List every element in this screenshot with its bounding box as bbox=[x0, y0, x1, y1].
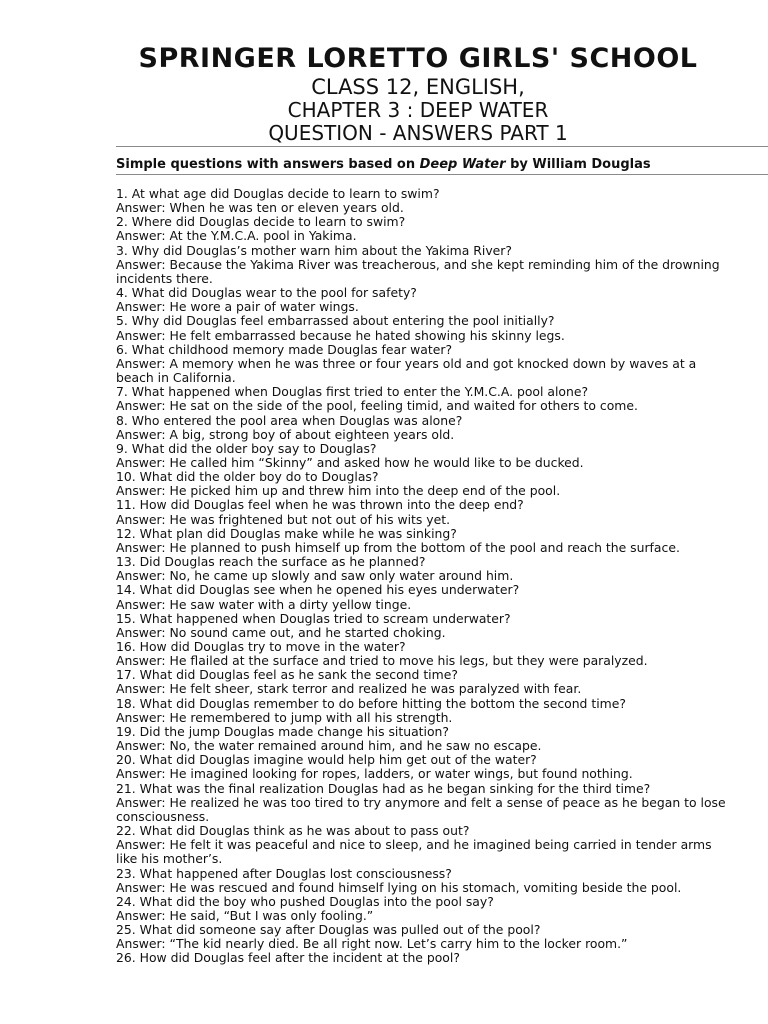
answer: Answer: At the Y.M.C.A. pool in Yakima. bbox=[116, 228, 357, 244]
answer: Answer: A big, strong boy of about eighteen years old. bbox=[116, 426, 455, 442]
question: 13. Did Douglas reach the surface as he planned? bbox=[116, 554, 426, 570]
answer: Answer: He remembered to jump with all his strength. bbox=[116, 709, 453, 725]
answer: Answer: A memory when he was three or four years old and got knocked down by waves at a beach in California. bbox=[116, 355, 697, 386]
question: 26. How did Douglas feel after the incident at the pool? bbox=[116, 950, 460, 966]
question: 4. What did Douglas wear to the pool for safety? bbox=[116, 285, 417, 301]
answer: Answer: He sat on the side of the pool, feeling timid, and waited for others to come. bbox=[116, 398, 638, 414]
question: 21. What was the final realization Douglas had as he began sinking for the third time? bbox=[116, 780, 651, 796]
answer: Answer: He felt embarrassed because he hated showing his skinny legs. bbox=[116, 327, 565, 343]
question: 24. What did the boy who pushed Douglas into the pool say? bbox=[116, 893, 494, 909]
answer: Answer: No, the water remained around him, and he saw no escape. bbox=[116, 738, 542, 754]
question: 2. Where did Douglas decide to learn to swim? bbox=[116, 214, 406, 230]
question: 10. What did the older boy do to Douglas? bbox=[116, 469, 379, 485]
question: 5. Why did Douglas feel embarrassed about entering the pool initially? bbox=[116, 313, 555, 329]
answer: Answer: He was rescued and found himself lying on his stomach, vomiting beside the pool. bbox=[116, 879, 682, 895]
part-title: QUESTION - ANSWERS PART 1 bbox=[268, 121, 568, 145]
question: 18. What did Douglas remember to do before hitting the bottom the second time? bbox=[116, 695, 626, 711]
answer: Answer: No sound came out, and he started choking. bbox=[116, 624, 446, 640]
answer: Answer: When he was ten or eleven years old. bbox=[116, 200, 404, 216]
top-divider bbox=[116, 146, 768, 147]
question: 6. What childhood memory made Douglas fear water? bbox=[116, 341, 453, 357]
question: 1. At what age did Douglas decide to learn to swim? bbox=[116, 186, 440, 201]
subtitle-prefix: Simple questions with answers based on bbox=[116, 157, 420, 172]
answer: Answer: He felt it was peaceful and nice to sleep, and he imagined being carried in tender arms like his mother’s. bbox=[116, 837, 712, 867]
question: 16. How did Douglas try to move in the water? bbox=[116, 639, 406, 654]
question: 23. What happened after Douglas lost consciousness? bbox=[116, 865, 452, 881]
question: 3. Why did Douglas’s mother warn him about the Yakima River? bbox=[116, 242, 512, 258]
answer: Answer: He was frightened but not out of his wits yet. bbox=[116, 511, 451, 527]
bottom-divider bbox=[116, 174, 768, 175]
subtitle-book-title: Deep Water bbox=[419, 157, 506, 172]
answer: Answer: Because the Yakima River was treacherous, and she kept reminding him of the drowning incidents there. bbox=[116, 256, 720, 286]
school-name: SPRINGER LORETTO GIRLS' SCHOOL bbox=[138, 43, 698, 74]
question: 7. What happened when Douglas first tried to enter the Y.M.C.A. pool alone? bbox=[116, 384, 589, 400]
chapter-title: CHAPTER 3 : DEEP WATER bbox=[287, 98, 549, 122]
document-subtitle bbox=[116, 157, 651, 173]
answer: Answer: He realized he was too tired to try anymore and felt a sense of peace as he began to lose consciousness. bbox=[116, 794, 726, 824]
question: 14. What did Douglas see when he opened his eyes underwater? bbox=[116, 582, 520, 598]
question: 15. What happened when Douglas tried to scream underwater? bbox=[116, 610, 511, 626]
answer: Answer: He said, “But I was only fooling.” bbox=[116, 907, 374, 923]
class-subject-line: CLASS 12, ENGLISH, bbox=[311, 75, 525, 99]
answer: Answer: No, he came up slowly and saw only water around him. bbox=[116, 568, 514, 584]
answer: Answer: He flailed at the surface and tried to move his legs, but they were paralyzed. bbox=[116, 653, 648, 669]
question: 12. What plan did Douglas make while he was sinking? bbox=[116, 525, 457, 541]
question: 11. How did Douglas feel when he was thrown into the deep end? bbox=[116, 497, 524, 513]
question: 9. What did the older boy say to Douglas? bbox=[116, 440, 377, 456]
question-answer-list bbox=[116, 187, 728, 966]
subtitle-suffix: by William Douglas bbox=[505, 157, 651, 172]
question: 8. Who entered the pool area when Douglas was alone? bbox=[116, 412, 463, 428]
answer: Answer: He picked him up and threw him into the deep end of the pool. bbox=[116, 483, 561, 499]
answer: Answer: He called him “Skinny” and asked how he would like to be ducked. bbox=[116, 454, 584, 470]
question: 22. What did Douglas think as he was about to pass out? bbox=[116, 823, 470, 839]
answer: Answer: He saw water with a dirty yellow tinge. bbox=[116, 596, 412, 612]
question: 17. What did Douglas feel as he sank the second time? bbox=[116, 667, 458, 683]
answer: Answer: He felt sheer, stark terror and realized he was paralyzed with fear. bbox=[116, 681, 582, 697]
question: 19. Did the jump Douglas made change his situation? bbox=[116, 723, 449, 739]
answer: Answer: “The kid nearly died. Be all right now. Let’s carry him to the locker room.” bbox=[116, 936, 628, 952]
answer: Answer: He imagined looking for ropes, ladders, or water wings, but found nothing. bbox=[116, 766, 633, 782]
answer: Answer: He planned to push himself up from the bottom of the pool and reach the surface. bbox=[116, 539, 680, 555]
answer: Answer: He wore a pair of water wings. bbox=[116, 299, 359, 315]
question: 25. What did someone say after Douglas was pulled out of the pool? bbox=[116, 922, 541, 938]
question: 20. What did Douglas imagine would help him get out of the water? bbox=[116, 752, 537, 768]
